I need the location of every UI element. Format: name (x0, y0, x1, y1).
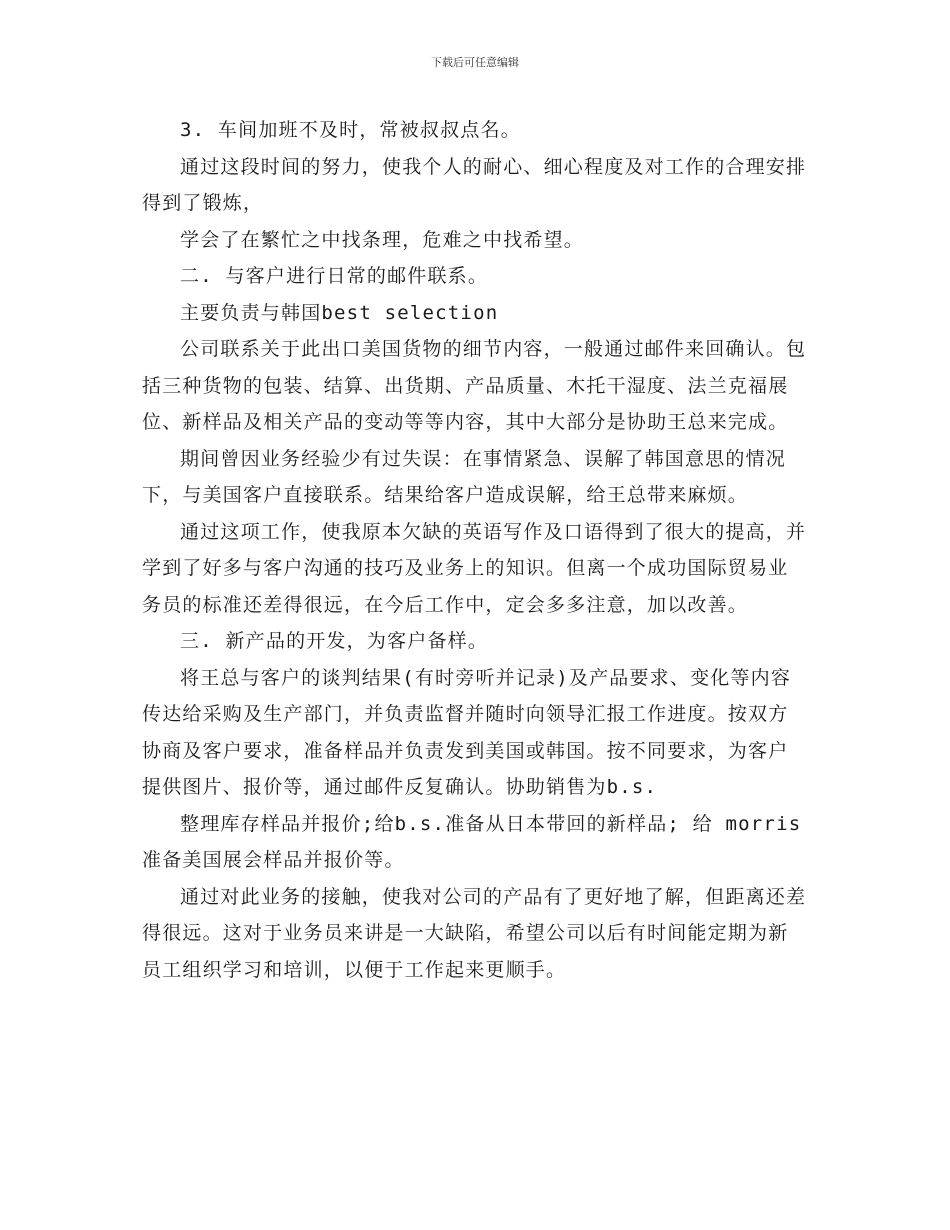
paragraph-10: 将王总与客户的谈判结果(有时旁听并记录)及产品要求、变化等内容传达给采购及生产部门，并负责监督并随时向领导汇报工作进度。按双方协商及客户要求，准备样品并负责发到美国或韩国。按不同要求，为客户提供图片、报价等，通过邮件反复确认。协助销售为b.s. (142, 666, 792, 798)
paragraph-1: 3. 车间加班不及时，常被叔叔点名。 (180, 119, 521, 141)
document-body (142, 112, 814, 988)
section-heading-3: 三. 新产品的开发，为客户备样。 (180, 630, 489, 652)
paragraph-5: 主要负责与韩国best selection (180, 301, 499, 324)
paragraph-6: 公司联系关于此出口美国货物的细节内容，一般通过邮件来回确认。包括三种货物的包装、结算、出货期、产品质量、木托干湿度、法兰克福展位、新样品及相关产品的变动等等内容，其中大部分是协助王总来完成。 (142, 338, 807, 433)
page-header: 下载后可任意编辑 (431, 56, 519, 69)
paragraph-7: 期间曾因业务经验少有过失误：在事情紧急、误解了韩国意思的情况下，与美国客户直接联系。结果给客户造成误解，给王总带来麻烦。 (142, 447, 787, 506)
paragraph-12: 通过对此业务的接触，使我对公司的产品有了更好地了解，但距离还差得很远。这对于业务员来讲是一大缺陷，希望公司以后有时间能定期为新员工组织学习和培训，以便于工作起来更顺手。 (142, 885, 807, 981)
paragraph-11: 整理库存样品并报价;给b.s.准备从日本带回的新样品; 给 morris 准备美国展会样品并报价等。 (142, 812, 814, 871)
paragraph-2: 通过这段时间的努力，使我个人的耐心、细心程度及对工作的合理安排得到了锻炼， (142, 155, 807, 214)
paragraph-3: 学会了在繁忙之中找条理，危难之中找希望。 (180, 228, 585, 251)
section-heading-2: 二. 与客户进行日常的邮件联系。 (180, 265, 489, 287)
paragraph-8: 通过这项工作，使我原本欠缺的英语写作及口语得到了很大的提高，并学到了好多与客户沟通的技巧及业务上的知识。但离一个成功国际贸易业务员的标准还差得很远，在今后工作中，定会多多注意，加以改善。 (142, 520, 807, 616)
